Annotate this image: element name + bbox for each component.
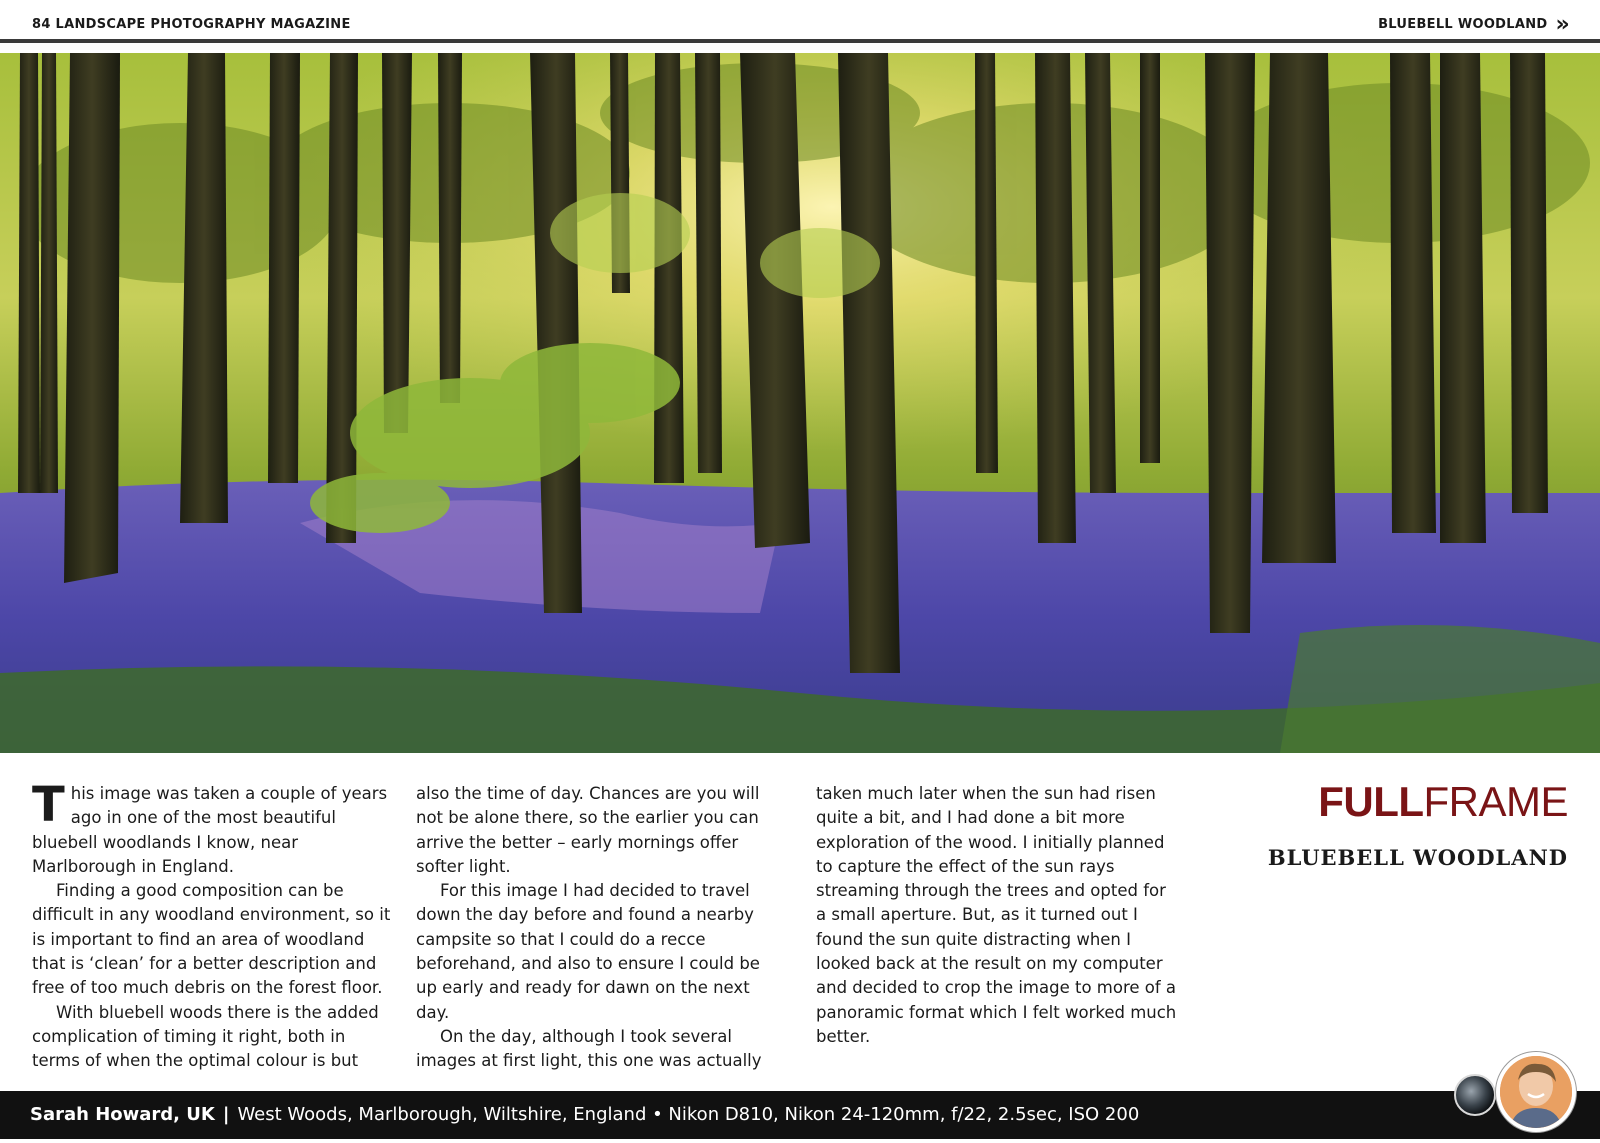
paragraph: On the day, although I took several images at first light, this one was actually [416,1026,762,1071]
photographer-name: Sarah Howard, UK [30,1104,215,1125]
section-title-bold: FULL [1318,778,1424,825]
page-header [0,0,1600,40]
header-rule [0,39,1600,43]
paragraph: taken much later when the sun had risen quite a bit, and I had done a bit more exploration of the wood. I initially planned to capture the effect of the sun rays streaming through the trees and opted for a small aperture. But, as it turned out I found the sun quite distracting when I looked back at the result on my computer and decided to crop the image to more of a panoramic format which I felt worked much better. [816,784,1177,1046]
section-nav[interactable] [1378,11,1570,37]
article-column-3 [816,782,1178,1049]
paragraph: For this image I had decided to travel down the day before and found a nearby campsite so that I could do a recce beforehand, and also to ensure I could be up early and ready for dawn on the next day. [416,881,760,1022]
article-column-2 [416,782,778,1074]
paragraph-text: his image was taken a couple of years ago in one of the most beautiful bluebell woodlands I know, near Marlborough in England. [32,784,388,876]
photographer-avatar [1496,1052,1576,1132]
paragraph: also the time of day. Chances are you will not be alone there, so the earlier you can arrive the better – early mornings offer softer light. [416,784,760,876]
section-nav-label: BLUEBELL WOODLAND [1378,17,1548,32]
camera-lens-icon [1454,1074,1496,1116]
paragraph: With bluebell woods there is the added complication of timing it right, both in terms of when the optimal colour is but [32,1002,379,1071]
paragraph [32,777,394,879]
paragraph: Finding a good composition can be difficult in any woodland environment, so it is important to find an area of woodland that is ‘clean’ for a better description and free of too much debris on the forest floor. [32,881,391,998]
woodland-illustration [0,53,1600,753]
page-number-magazine-title: 84 LANDSCAPE PHOTOGRAPHY MAGAZINE [32,17,351,32]
credit-separator: | [222,1104,230,1125]
photo-credit [30,1104,1139,1125]
photo-details: West Woods, Marlborough, Wiltshire, England • Nikon D810, Nikon 24-120mm, f/22, 2.5sec, ISO 200 [237,1104,1140,1125]
article-title: BLUEBELL WOODLAND [1267,845,1568,870]
drop-cap: T [32,777,65,833]
article-column-1 [32,777,394,1074]
avatar-portrait [1500,1056,1572,1128]
featured-photo [0,53,1600,753]
photo-credit-bar [0,1091,1600,1139]
double-chevron-right-icon: » [1555,11,1570,37]
section-title-light: FRAME [1423,778,1568,825]
section-title [1318,778,1568,826]
